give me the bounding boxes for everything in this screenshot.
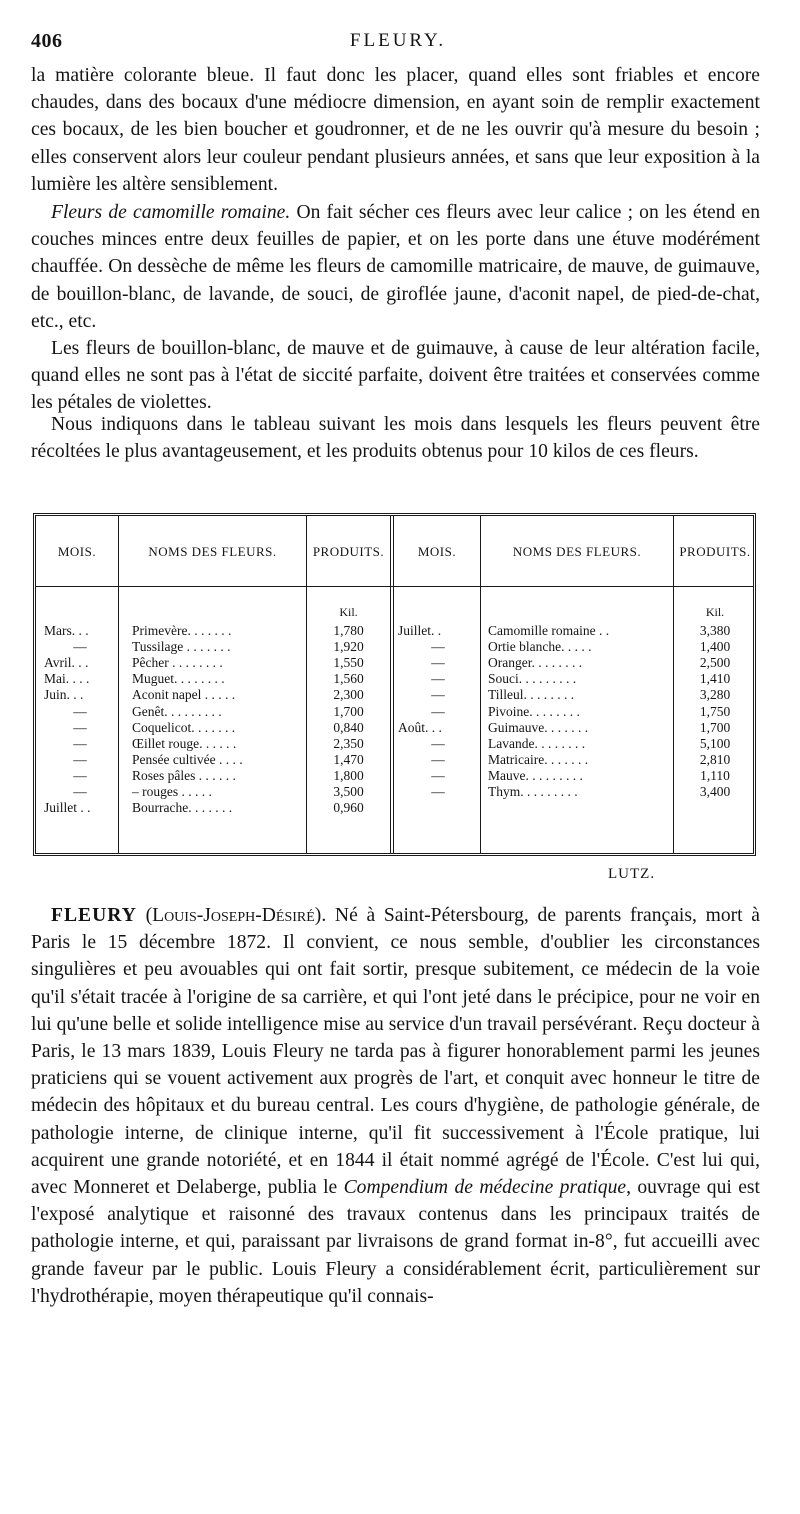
paragraph-biography [31,902,760,1310]
table-rule [480,516,481,853]
table-cell-mois: Août. . . [398,719,442,735]
table-cell-produit: 3,280 [699,687,731,703]
table-center-rule [390,516,394,853]
paragraph-camomille-text: On fait sécher ces fleurs avec leur calice ; on les étend en couches minces entre deux feuilles de papier, et on les porte dans une étuve modérément chauffée. On dessèche de même les fleurs de camomille matricaire, de mauve, de guimauve, de bouillon-blanc, de lavande, de souci, de giroflée jaune, d'aconit napel, de pied-de-chat, etc., etc. [31,202,760,332]
table-cell-produit: 1,700 [699,719,731,735]
table-cell-produit: 0,840 [333,719,364,735]
table-cell-mois: — [73,735,87,751]
table-cell-produit: 1,400 [699,639,731,655]
table-cell-produit: 0,960 [333,800,364,816]
table-cell-mois: — [431,751,445,767]
table-cell-fleur: Roses pâles . . . . . . [132,767,236,783]
paragraph-colorant: la matière colorante bleue. Il faut donc les placer, quand elles sont friables et encore chaudes, dans des bocaux d'une médiocre dimension, en ayant soin de remplir exactement ces bocaux, de les bien boucher et goudronner, et de ne les ouvrir qu'à mesure du besoin ; elles conservent alors leur couleur pendant plusieurs années, et sans que leur exposition à la lumière les altère sensiblement. [31,65,760,195]
table-cell-mois: — [431,784,445,799]
table-cell-produit: 1,800 [333,767,364,783]
table-cell-fleur: Matricaire. . . . . . . [488,751,589,767]
author-signature: LUTZ. [608,866,656,882]
table-cell-produit: 2,300 [333,687,364,703]
paragraph-lead-title: Fleurs de camomille romaine. [51,202,291,223]
page-header [31,30,765,58]
unit-label: Kil. [339,605,358,619]
entry-name: FLEURY [51,905,137,926]
table-cell-produit: 3,380 [699,623,731,638]
table-cell-fleur: Souci. . . . . . . . . [488,671,577,687]
table-cell-fleur: Coquelicot. . . . . . . [132,719,236,735]
table-cell-fleur: Mauve. . . . . . . . . [488,767,583,783]
table-cell-fleur: Guimauve. . . . . . . [488,719,589,735]
table-cell-mois: — [431,687,445,703]
table-cell-produit: 1,110 [700,767,730,783]
table-cell-produit: 2,810 [699,751,731,767]
table-cell-fleur: Muguet. . . . . . . . [132,671,225,687]
header-produits: PRODUITS. [312,544,385,559]
table-cell-fleur: Tilleul. . . . . . . . [488,687,575,703]
table-cell-mois: Mai. . . . [44,671,90,687]
table-cell-fleur: Œillet rouge. . . . . . [132,735,237,751]
header-mois-2: MOIS. [417,544,457,559]
table-cell-fleur: Ortie blanche. . . . . [488,639,592,655]
paragraph-table-intro-text: Nous indiquons dans le tableau suivant les mois dans lesquels les fleurs peuvent être récoltées le plus avantageusement, et les produits obtenus pour 10 kilos de ces fleurs. [31,414,760,463]
table-cell-produit: 3,400 [699,784,731,799]
table-cell-mois: — [431,767,445,783]
table-cell-produit: 1,750 [699,703,731,719]
table-cell-mois: Juillet . . [44,800,91,816]
table-cell-produit: 2,500 [699,655,731,671]
table-cell-produit: 1,560 [333,671,364,687]
table-cell-mois: — [73,767,87,783]
table-cell-produit: 1,410 [699,671,731,687]
table-cell-fleur: Aconit napel . . . . . [132,687,236,703]
table-cell-mois: — [73,784,87,799]
table-cell-mois: — [73,703,87,719]
table-cell-mois: — [431,639,445,655]
table-cell-fleur: Pensée cultivée . . . . [132,751,243,767]
table-cell-fleur: Primevère. . . . . . . [132,623,232,638]
table-cell-mois: Avril. . . [44,655,89,671]
table-cell-mois: — [431,671,445,687]
paragraph-table-intro [31,411,760,465]
table-cell-mois: — [431,655,445,671]
table-cell-mois: — [73,751,87,767]
table-cell-mois: Juillet. . [398,623,442,638]
paragraph-camomille [31,199,760,335]
header-noms: NOMS DES FLEURS. [148,544,277,559]
entry-given-names: (Louis-Joseph-Désiré). [136,905,327,926]
table-cell-fleur: Pêcher . . . . . . . . [132,655,223,671]
table-cell-fleur: Bourrache. . . . . . . [132,800,233,816]
table-header-rule [36,586,753,587]
table-cell-fleur: Tussilage . . . . . . . [132,639,231,655]
unit-label: Kil. [705,605,725,619]
table-cell-produit: 1,920 [333,639,364,655]
header-produits-2: PRODUITS. [679,544,751,559]
table-cell-produit: 1,470 [333,751,364,767]
table-cell-mois: — [431,703,445,719]
table-cell-mois: Juin. . . [44,687,84,703]
table-cell-mois: — [431,735,445,751]
table-cell-fleur: Thym. . . . . . . . . [488,784,578,799]
work-title: Compendium de médecine pratique [343,1177,627,1199]
table-cell-produit: 5,100 [699,735,731,751]
biography-text-a: Né à Saint-Pétersbourg, de parents français, mort à Paris le 15 décembre 1872. Il convient, ce nous semble, d'oublier les circonstances singulières et peu avouables qui ont fait sortir, presque subitement, ce médecin de la voie qu'il s'était tracée à l'origine de sa carrière, et qui l'ont jeté dans le précipice, pour ne voir en lui qu'une belle et solide intelligence mise au service d'un travail persévérant. Reçu docteur à Paris, le 13 mars 1839, Louis Fleury ne tarda pas à figurer honorablement parmi les jeunes praticiens qui se vouent activement aux progrès de l'art, et conquit avec honneur le titre de médecin des hôpitaux et du bureau central. Les cours d'hygiène, de pathologie générale, de pathologie interne, de clinique interne, qu'il fit successivement à l'École pratique, lui acquirent une grande notoriété, et en 1844 il était nommé agrégé de l'École. C'est lui qui, avec Monneret et Delaberge, publia le [31,905,761,1199]
table-cell-produit: 3,500 [333,784,364,799]
harvest-table [33,513,756,856]
paragraph-bouillon-blanc [31,335,760,417]
paragraph-bouillon-blanc-text: Les fleurs de bouillon-blanc, de mauve et de guimauve, à cause de leur altération facile, quand elles ne sont pas à l'état de siccité parfaite, doivent être traitées et conservées comme les pétales de violettes. [31,338,760,414]
page-number: 406 [31,30,63,52]
biography-text-b: , ouvrage qui est l'exposé analytique et raisonné des travaux contenus dans les principaux traités de pathologie interne, et qui, paraissant par livraisons de grand format in-8°, fut accueilli avec grande faveur par le public. Louis Fleury a considérablement écrit, particulièrement sur l'hydrothérapie, moyen thérapeutique qu'il connais- [31,1177,760,1307]
table-cell-produit: 1,780 [333,623,364,638]
header-mois: MOIS. [57,544,97,559]
table-cell-fleur: – rouges . . . . . [132,784,212,799]
table-cell-fleur: Oranger. . . . . . . . [488,655,583,671]
running-title: FLEURY. [349,30,447,51]
table-cell-produit: 1,550 [333,655,364,671]
table-cell-mois: — [73,719,87,735]
table-cell-mois: Mars. . . [44,623,89,638]
table-cell-fleur: Genêt. . . . . . . . . [132,703,222,719]
table-cell-fleur: Lavande. . . . . . . . [488,735,586,751]
header-noms-2: NOMS DES FLEURS. [512,544,642,559]
table-cell-produit: 1,700 [333,703,364,719]
table-cell-mois: — [73,639,87,655]
table-cell-produit: 2,350 [333,735,364,751]
table-cell-fleur: Camomille romaine . . [488,623,610,638]
table-rule [118,516,119,853]
table-cell-fleur: Pivoine. . . . . . . . [488,703,580,719]
